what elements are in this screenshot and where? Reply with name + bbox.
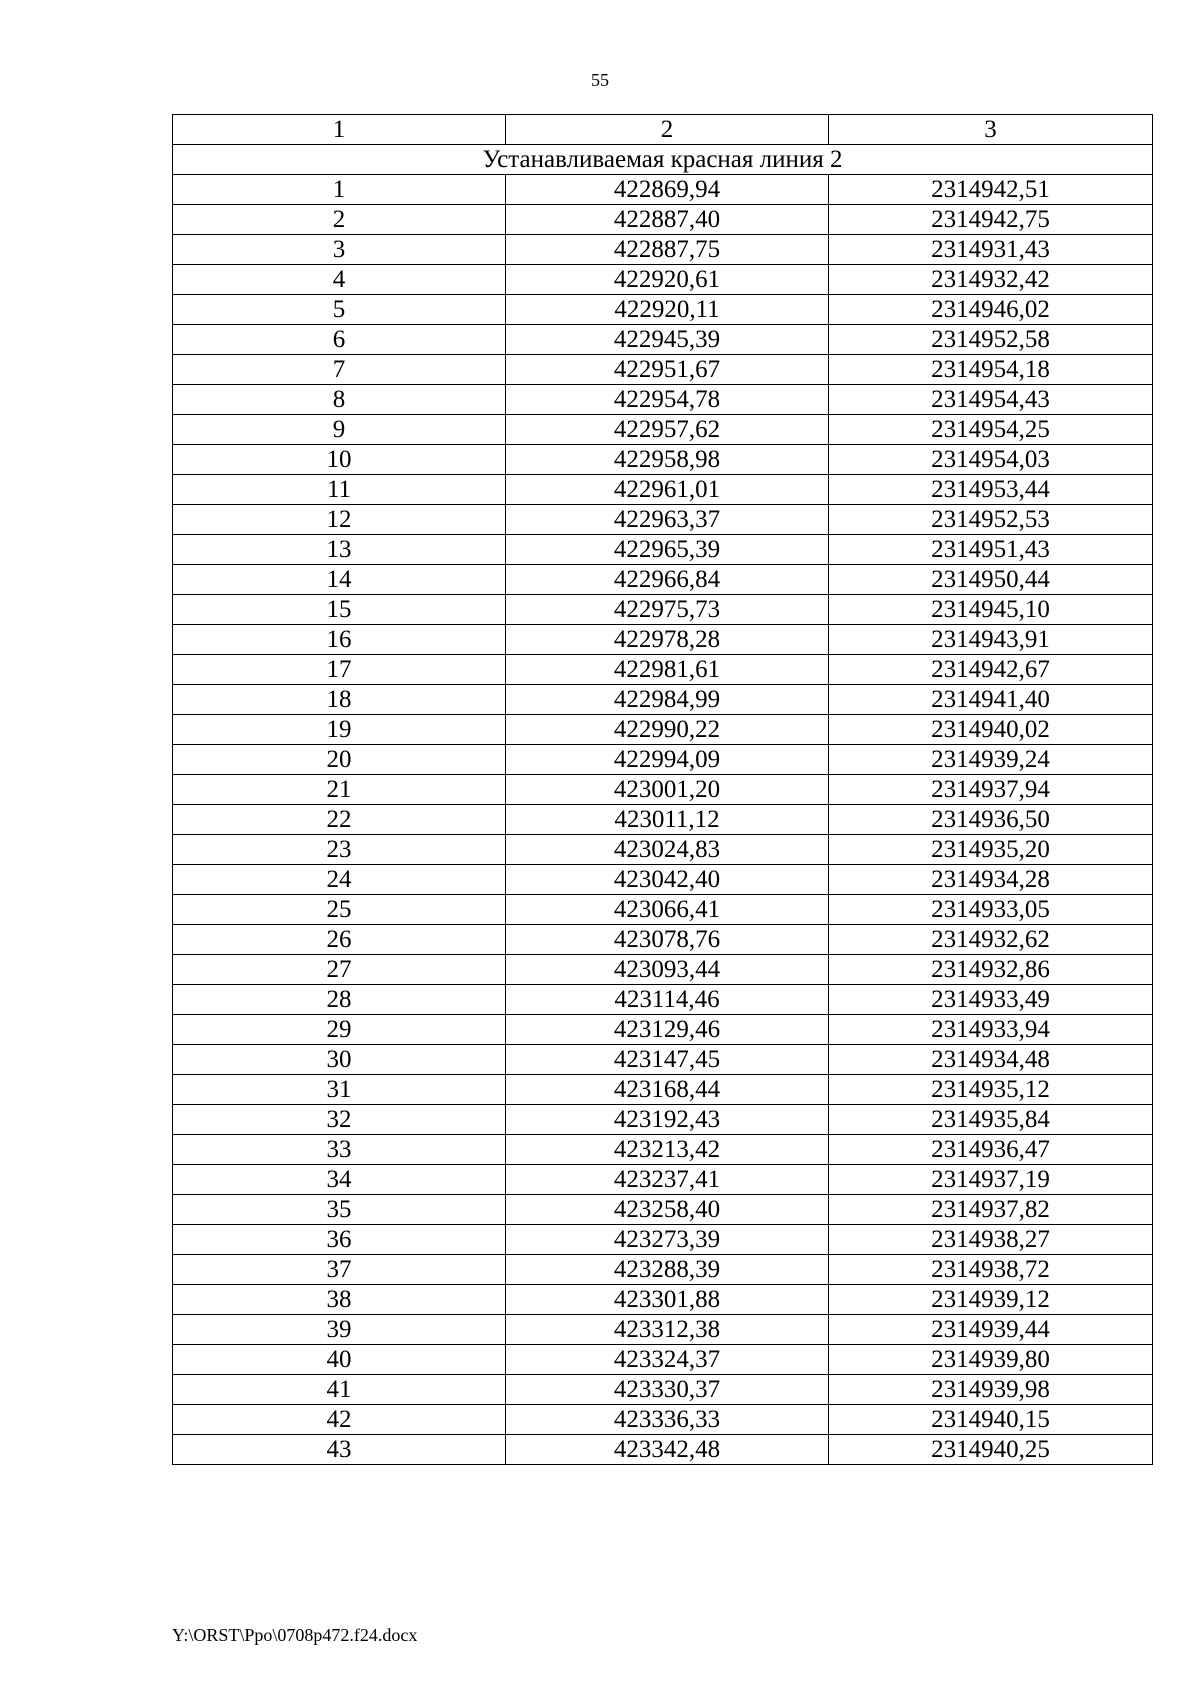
point-number-cell: 6 — [173, 325, 506, 355]
y-coordinate-cell: 2314954,43 — [829, 385, 1153, 415]
point-number-cell: 40 — [173, 1345, 506, 1375]
point-number-cell: 7 — [173, 355, 506, 385]
x-coordinate-cell: 422984,99 — [506, 685, 829, 715]
y-coordinate-cell: 2314936,47 — [829, 1135, 1153, 1165]
y-coordinate-cell: 2314952,58 — [829, 325, 1153, 355]
point-number-cell: 23 — [173, 835, 506, 865]
x-coordinate-cell: 423288,39 — [506, 1255, 829, 1285]
point-number-cell: 32 — [173, 1105, 506, 1135]
x-coordinate-cell: 422920,61 — [506, 265, 829, 295]
x-coordinate-cell: 423237,41 — [506, 1165, 829, 1195]
column-header-y: 3 — [829, 115, 1153, 145]
y-coordinate-cell: 2314939,44 — [829, 1315, 1153, 1345]
y-coordinate-cell: 2314943,91 — [829, 625, 1153, 655]
table-row — [173, 715, 1153, 745]
table-row — [173, 655, 1153, 685]
table-row — [173, 265, 1153, 295]
table-row — [173, 445, 1153, 475]
x-coordinate-cell: 422887,75 — [506, 235, 829, 265]
x-coordinate-cell: 423093,44 — [506, 955, 829, 985]
table-row — [173, 415, 1153, 445]
y-coordinate-cell: 2314938,72 — [829, 1255, 1153, 1285]
point-number-cell: 42 — [173, 1405, 506, 1435]
x-coordinate-cell: 423147,45 — [506, 1045, 829, 1075]
y-coordinate-cell: 2314932,86 — [829, 955, 1153, 985]
point-number-cell: 5 — [173, 295, 506, 325]
y-coordinate-cell: 2314952,53 — [829, 505, 1153, 535]
x-coordinate-cell: 422957,62 — [506, 415, 829, 445]
table-row — [173, 235, 1153, 265]
y-coordinate-cell: 2314937,19 — [829, 1165, 1153, 1195]
y-coordinate-cell: 2314937,82 — [829, 1195, 1153, 1225]
table-row — [173, 955, 1153, 985]
y-coordinate-cell: 2314939,98 — [829, 1375, 1153, 1405]
x-coordinate-cell: 423213,42 — [506, 1135, 829, 1165]
y-coordinate-cell: 2314938,27 — [829, 1225, 1153, 1255]
x-coordinate-cell: 422990,22 — [506, 715, 829, 745]
x-coordinate-cell: 423078,76 — [506, 925, 829, 955]
table-row — [173, 1225, 1153, 1255]
point-number-cell: 34 — [173, 1165, 506, 1195]
y-coordinate-cell: 2314935,84 — [829, 1105, 1153, 1135]
y-coordinate-cell: 2314945,10 — [829, 595, 1153, 625]
x-coordinate-cell: 423330,37 — [506, 1375, 829, 1405]
point-number-cell: 11 — [173, 475, 506, 505]
x-coordinate-cell: 423001,20 — [506, 775, 829, 805]
point-number-cell: 8 — [173, 385, 506, 415]
x-coordinate-cell: 422978,28 — [506, 625, 829, 655]
y-coordinate-cell: 2314940,15 — [829, 1405, 1153, 1435]
table-row — [173, 1075, 1153, 1105]
x-coordinate-cell: 422920,11 — [506, 295, 829, 325]
table-row — [173, 1105, 1153, 1135]
table-row — [173, 505, 1153, 535]
x-coordinate-cell: 422994,09 — [506, 745, 829, 775]
table-row — [173, 295, 1153, 325]
table-row — [173, 895, 1153, 925]
point-number-cell: 41 — [173, 1375, 506, 1405]
x-coordinate-cell: 422869,94 — [506, 175, 829, 205]
x-coordinate-cell: 423042,40 — [506, 865, 829, 895]
y-coordinate-cell: 2314931,43 — [829, 235, 1153, 265]
footer-file-path: Y:\ORST\Ppo\0708p472.f24.docx — [172, 1625, 418, 1645]
y-coordinate-cell: 2314936,50 — [829, 805, 1153, 835]
x-coordinate-cell: 422966,84 — [506, 565, 829, 595]
y-coordinate-cell: 2314934,48 — [829, 1045, 1153, 1075]
point-number-cell: 1 — [173, 175, 506, 205]
column-header-x: 2 — [506, 115, 829, 145]
x-coordinate-cell: 422961,01 — [506, 475, 829, 505]
table-row — [173, 175, 1153, 205]
y-coordinate-cell: 2314939,12 — [829, 1285, 1153, 1315]
x-coordinate-cell: 423301,88 — [506, 1285, 829, 1315]
table-row — [173, 925, 1153, 955]
y-coordinate-cell: 2314942,67 — [829, 655, 1153, 685]
table-row — [173, 1405, 1153, 1435]
point-number-cell: 13 — [173, 535, 506, 565]
x-coordinate-cell: 422945,39 — [506, 325, 829, 355]
point-number-cell: 37 — [173, 1255, 506, 1285]
point-number-cell: 25 — [173, 895, 506, 925]
table-row — [173, 1015, 1153, 1045]
point-number-cell: 38 — [173, 1285, 506, 1315]
point-number-cell: 26 — [173, 925, 506, 955]
y-coordinate-cell: 2314950,44 — [829, 565, 1153, 595]
x-coordinate-cell: 423066,41 — [506, 895, 829, 925]
x-coordinate-cell: 423324,37 — [506, 1345, 829, 1375]
point-number-cell: 35 — [173, 1195, 506, 1225]
point-number-cell: 36 — [173, 1225, 506, 1255]
table-row — [173, 1375, 1153, 1405]
table-row — [173, 835, 1153, 865]
x-coordinate-cell: 422981,61 — [506, 655, 829, 685]
y-coordinate-cell: 2314935,12 — [829, 1075, 1153, 1105]
point-number-cell: 14 — [173, 565, 506, 595]
point-number-cell: 20 — [173, 745, 506, 775]
y-coordinate-cell: 2314946,02 — [829, 295, 1153, 325]
table-row — [173, 565, 1153, 595]
point-number-cell: 43 — [173, 1435, 506, 1465]
y-coordinate-cell: 2314933,94 — [829, 1015, 1153, 1045]
table-row — [173, 1345, 1153, 1375]
y-coordinate-cell: 2314954,25 — [829, 415, 1153, 445]
point-number-cell: 16 — [173, 625, 506, 655]
y-coordinate-cell: 2314942,51 — [829, 175, 1153, 205]
table-row — [173, 805, 1153, 835]
table-row — [173, 685, 1153, 715]
table-row — [173, 1285, 1153, 1315]
y-coordinate-cell: 2314954,03 — [829, 445, 1153, 475]
y-coordinate-cell: 2314939,80 — [829, 1345, 1153, 1375]
x-coordinate-cell: 422951,67 — [506, 355, 829, 385]
y-coordinate-cell: 2314935,20 — [829, 835, 1153, 865]
y-coordinate-cell: 2314941,40 — [829, 685, 1153, 715]
y-coordinate-cell: 2314953,44 — [829, 475, 1153, 505]
y-coordinate-cell: 2314933,05 — [829, 895, 1153, 925]
point-number-cell: 28 — [173, 985, 506, 1015]
x-coordinate-cell: 423258,40 — [506, 1195, 829, 1225]
x-coordinate-cell: 423336,33 — [506, 1405, 829, 1435]
x-coordinate-cell: 422958,98 — [506, 445, 829, 475]
point-number-cell: 21 — [173, 775, 506, 805]
table-row — [173, 1165, 1153, 1195]
x-coordinate-cell: 423168,44 — [506, 1075, 829, 1105]
table-row — [173, 205, 1153, 235]
section-title-row — [173, 145, 1153, 175]
x-coordinate-cell: 423114,46 — [506, 985, 829, 1015]
x-coordinate-cell: 423312,38 — [506, 1315, 829, 1345]
point-number-cell: 9 — [173, 415, 506, 445]
table-row — [173, 1255, 1153, 1285]
y-coordinate-cell: 2314932,62 — [829, 925, 1153, 955]
x-coordinate-cell: 422954,78 — [506, 385, 829, 415]
point-number-cell: 12 — [173, 505, 506, 535]
table-row — [173, 865, 1153, 895]
point-number-cell: 27 — [173, 955, 506, 985]
y-coordinate-cell: 2314940,25 — [829, 1435, 1153, 1465]
table-row — [173, 1315, 1153, 1345]
y-coordinate-cell: 2314932,42 — [829, 265, 1153, 295]
x-coordinate-cell: 423024,83 — [506, 835, 829, 865]
point-number-cell: 33 — [173, 1135, 506, 1165]
table-row — [173, 1045, 1153, 1075]
point-number-cell: 3 — [173, 235, 506, 265]
point-number-cell: 15 — [173, 595, 506, 625]
table-row — [173, 595, 1153, 625]
point-number-cell: 19 — [173, 715, 506, 745]
y-coordinate-cell: 2314937,94 — [829, 775, 1153, 805]
x-coordinate-cell: 422963,37 — [506, 505, 829, 535]
table-row — [173, 625, 1153, 655]
point-number-cell: 10 — [173, 445, 506, 475]
x-coordinate-cell: 423192,43 — [506, 1105, 829, 1135]
x-coordinate-cell: 422965,39 — [506, 535, 829, 565]
table-row — [173, 535, 1153, 565]
table-row — [173, 985, 1153, 1015]
point-number-cell: 18 — [173, 685, 506, 715]
y-coordinate-cell: 2314933,49 — [829, 985, 1153, 1015]
x-coordinate-cell: 423273,39 — [506, 1225, 829, 1255]
table-row — [173, 745, 1153, 775]
x-coordinate-cell: 422887,40 — [506, 205, 829, 235]
point-number-cell: 4 — [173, 265, 506, 295]
x-coordinate-cell: 423129,46 — [506, 1015, 829, 1045]
y-coordinate-cell: 2314939,24 — [829, 745, 1153, 775]
coordinates-table — [172, 114, 1153, 1465]
coordinates-table-body — [173, 115, 1153, 1465]
section-title: Устанавливаемая красная линия 2 — [173, 145, 1153, 175]
table-row — [173, 1435, 1153, 1465]
point-number-cell: 17 — [173, 655, 506, 685]
x-coordinate-cell: 423342,48 — [506, 1435, 829, 1465]
y-coordinate-cell: 2314934,28 — [829, 865, 1153, 895]
point-number-cell: 2 — [173, 205, 506, 235]
column-header-number: 1 — [173, 115, 506, 145]
point-number-cell: 39 — [173, 1315, 506, 1345]
x-coordinate-cell: 423011,12 — [506, 805, 829, 835]
table-row — [173, 1135, 1153, 1165]
table-header-row — [173, 115, 1153, 145]
y-coordinate-cell: 2314942,75 — [829, 205, 1153, 235]
y-coordinate-cell: 2314954,18 — [829, 355, 1153, 385]
point-number-cell: 30 — [173, 1045, 506, 1075]
y-coordinate-cell: 2314940,02 — [829, 715, 1153, 745]
table-row — [173, 385, 1153, 415]
point-number-cell: 31 — [173, 1075, 506, 1105]
table-row — [173, 325, 1153, 355]
point-number-cell: 24 — [173, 865, 506, 895]
point-number-cell: 29 — [173, 1015, 506, 1045]
table-row — [173, 775, 1153, 805]
table-row — [173, 475, 1153, 505]
page-number: 55 — [591, 70, 609, 90]
table-row — [173, 355, 1153, 385]
y-coordinate-cell: 2314951,43 — [829, 535, 1153, 565]
point-number-cell: 22 — [173, 805, 506, 835]
x-coordinate-cell: 422975,73 — [506, 595, 829, 625]
table-row — [173, 1195, 1153, 1225]
